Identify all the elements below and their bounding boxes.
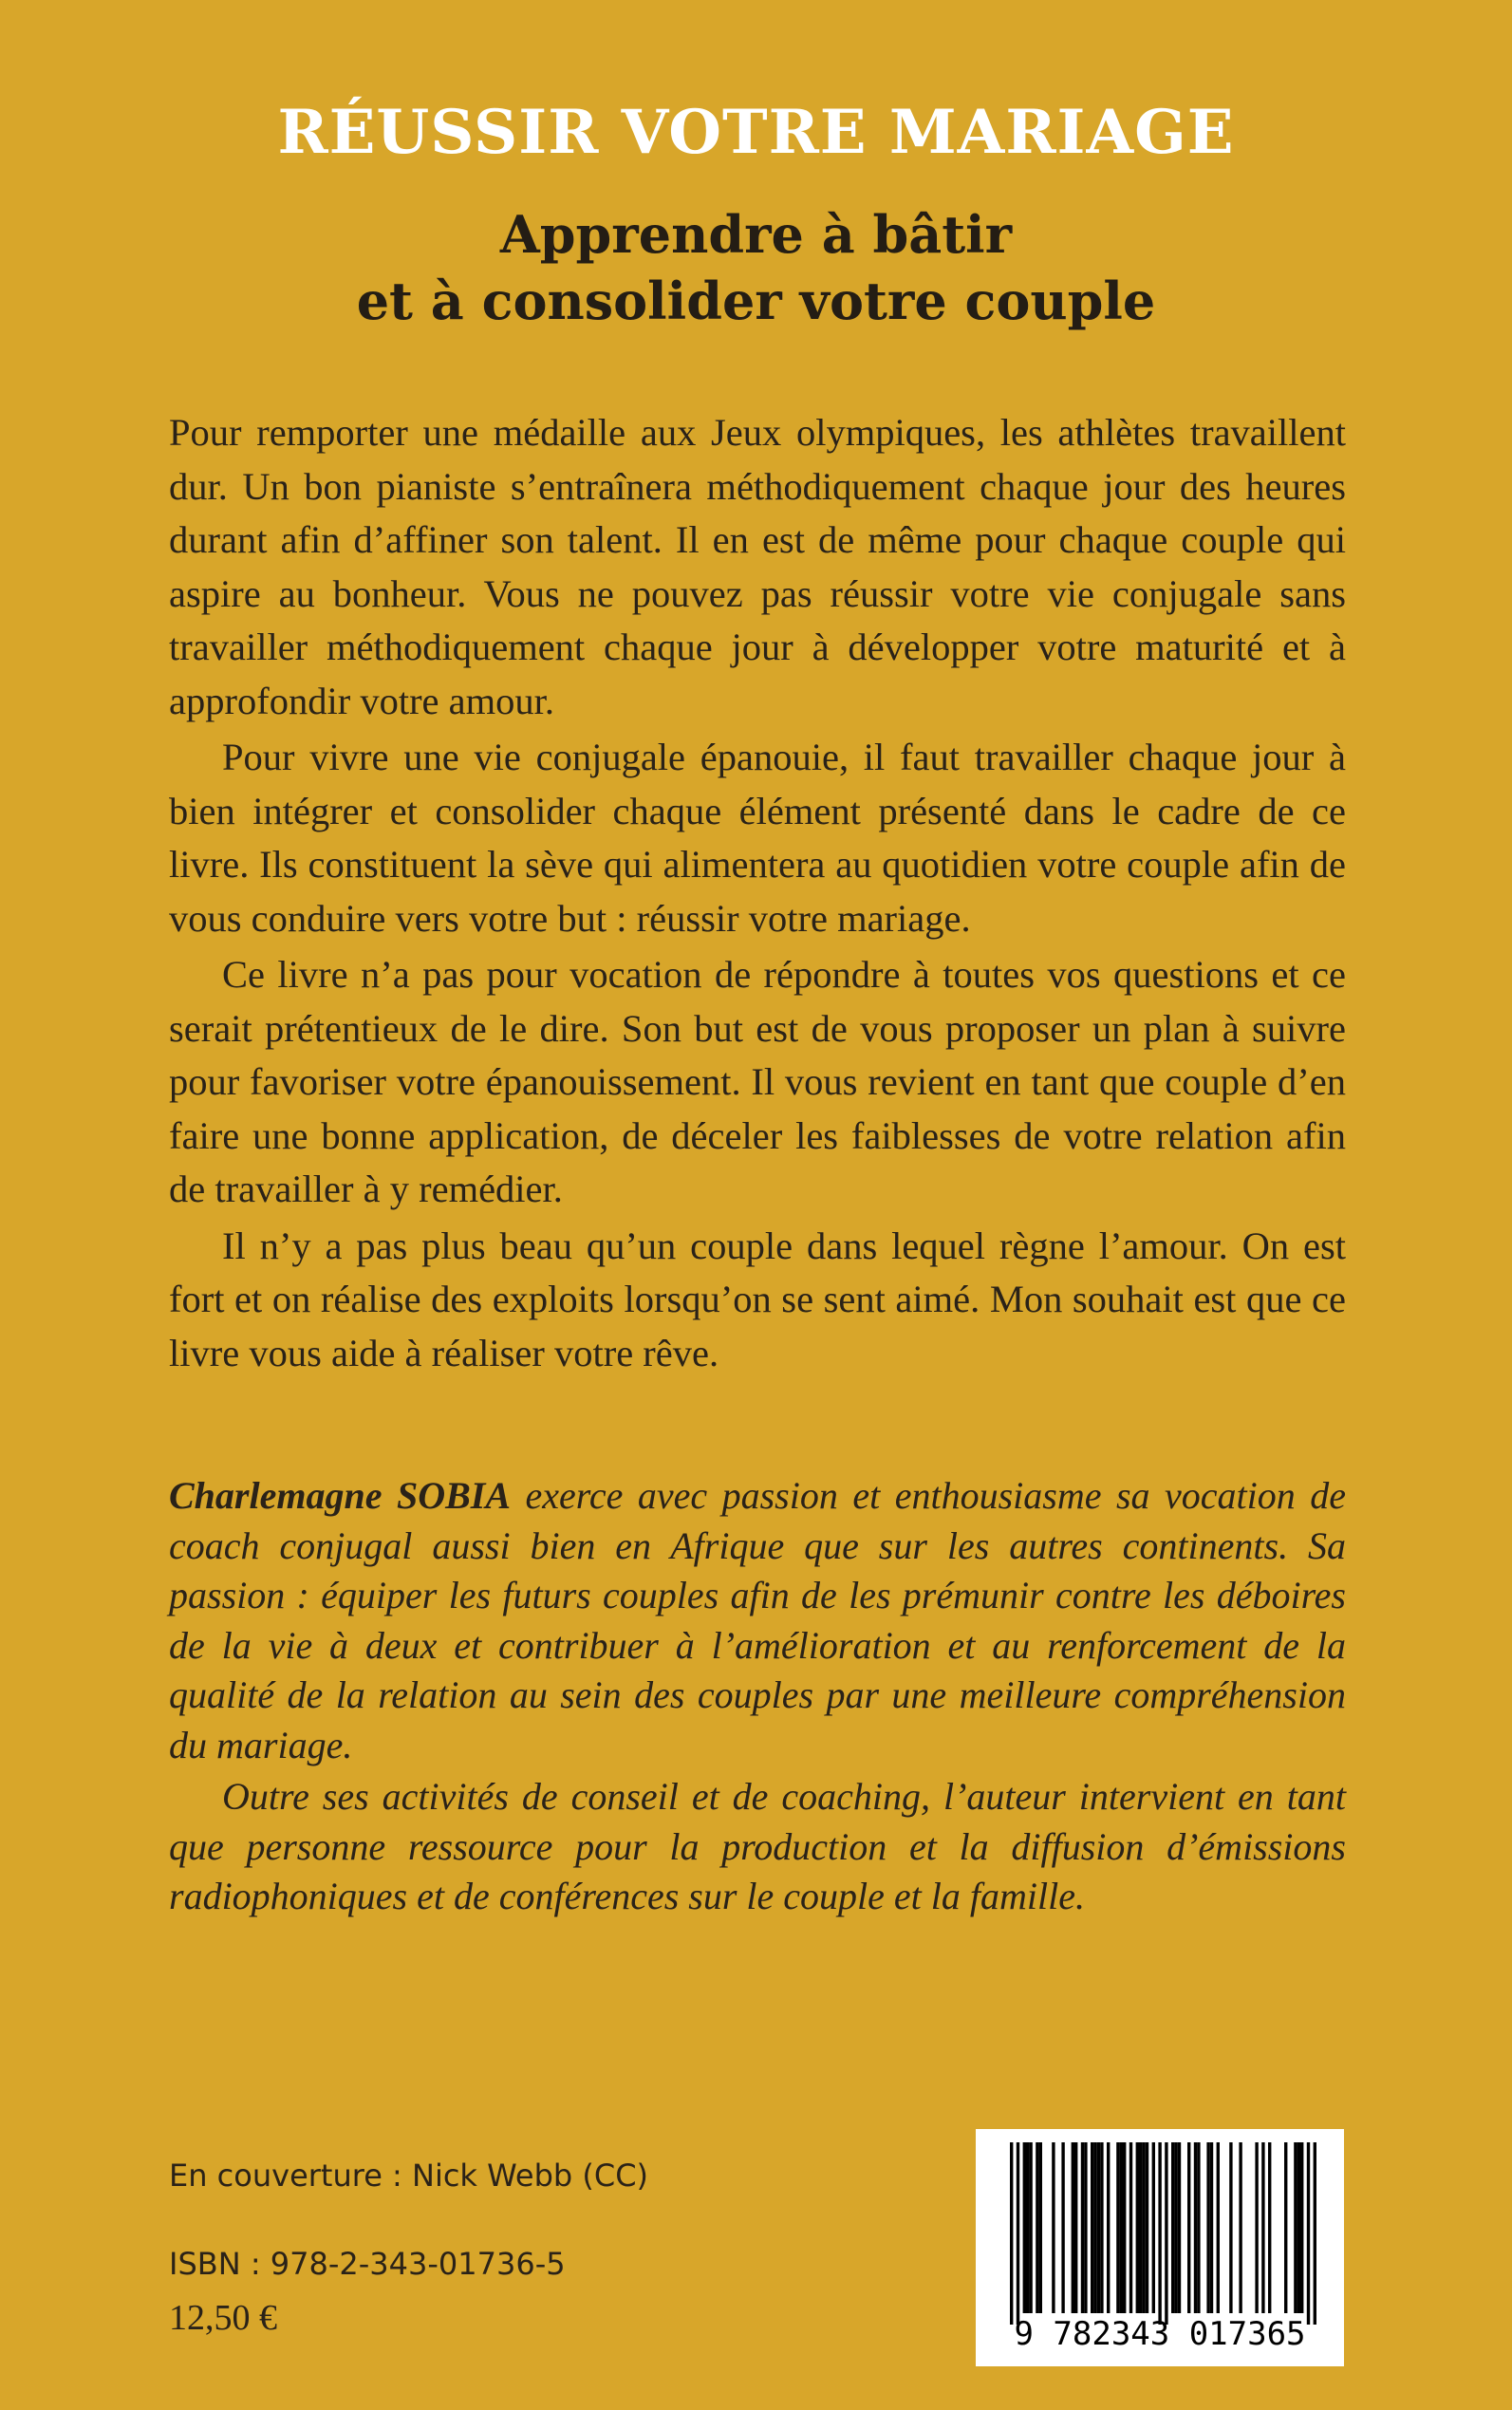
- barcode-bar: [1229, 2142, 1232, 2313]
- barcode-bar: [1158, 2142, 1161, 2325]
- barcode-bar: [1100, 2142, 1103, 2313]
- barcode-bar: [1036, 2142, 1038, 2313]
- barcode-bar: [1116, 2142, 1119, 2313]
- barcode-bar: [1268, 2142, 1271, 2313]
- barcode-bar: [1197, 2142, 1200, 2313]
- barcode-bar: [1165, 2142, 1167, 2325]
- barcode-bar: [1217, 2142, 1220, 2313]
- barcode-bar: [1174, 2142, 1177, 2313]
- barcode-bar: [1178, 2142, 1181, 2313]
- barcode-bar: [1010, 2142, 1013, 2325]
- barcode-digits: 9 782343 017365: [1014, 2315, 1306, 2353]
- barcode-bar: [1061, 2142, 1064, 2313]
- subtitle-line-2: et à consolider votre couple: [356, 271, 1156, 331]
- cover-credit: En couverture : Nick Webb (CC): [169, 2158, 649, 2194]
- book-title: RÉUSSIR VOTRE MARIAGE: [277, 97, 1235, 168]
- barcode-bar: [1072, 2142, 1074, 2313]
- barcode-bar: [1300, 2142, 1303, 2313]
- price: 12,50 €: [169, 2298, 277, 2338]
- barcode-bar: [1052, 2142, 1055, 2313]
- barcode-bar: [1194, 2142, 1197, 2313]
- barcode-bar: [1093, 2142, 1096, 2313]
- barcode-bar: [1091, 2142, 1093, 2313]
- barcode-bar: [1107, 2142, 1110, 2313]
- barcode-bar: [1297, 2142, 1300, 2313]
- barcode-bar: [1081, 2142, 1084, 2313]
- barcode-bar: [1023, 2142, 1026, 2313]
- synopsis-paragraph: Il n’y a pas plus beau qu’un couple dans lequel règne l’amour. On est fort et on réalise des exploits lorsqu’on se sent aimé. Mon souhait est que ce livre vous aide à réaliser votre rêve.: [169, 1224, 1346, 1374]
- bio-paragraph: Outre ses activités de conseil et de coaching, l’auteur intervient en tant que personne ressource pour la production et la diffusion d’émissions radiophoniques et de conférences sur le couple et la famille.: [169, 1775, 1346, 1917]
- synopsis-paragraph: Pour vivre une vie conjugale épanouie, il faut travailler chaque jour à bien intégrer et consolider chaque élément présenté dans le cadre de ce livre. Ils constituent la sève qui alimentera au quotidien votre couple afin de vous conduire vers votre but : réussir votre mariage.: [169, 736, 1346, 940]
- barcode-bar: [1152, 2142, 1155, 2313]
- barcode-bar: [1017, 2142, 1019, 2325]
- barcode-bar: [1171, 2142, 1174, 2313]
- synopsis: [169, 406, 1346, 1383]
- barcode-bar: [1187, 2142, 1190, 2313]
- barcode-bar: [1084, 2142, 1087, 2313]
- barcode-bar: [1139, 2142, 1142, 2313]
- barcode-bar: [1206, 2142, 1209, 2313]
- barcode-bar: [1026, 2142, 1029, 2313]
- isbn: ISBN : 978-2-343-01736-5: [169, 2246, 566, 2282]
- barcode-bar: [1255, 2142, 1258, 2313]
- barcode-bar: [1142, 2142, 1145, 2313]
- barcode-bar: [1294, 2142, 1297, 2313]
- barcode-bar: [1314, 2142, 1316, 2325]
- synopsis-paragraph: Pour remporter une médaille aux Jeux olympiques, les athlètes travaillent dur. Un bon pianiste s’entraînera méthodiquement chaque jour des heures durant afin d’affiner son talent. Il en est de même pour chaque couple qui aspire au bonheur. Vous ne pouvez pas réussir votre vie conjugale sans travailler méthodiquement chaque jour à développer votre maturité et à approfondir votre amour.: [169, 411, 1346, 722]
- barcode-bar: [1039, 2142, 1042, 2313]
- subtitle-line-1: Apprendre à bâtir: [499, 204, 1013, 265]
- book-subtitle: [0, 201, 1512, 334]
- synopsis-paragraph: Ce livre n’a pas pour vocation de répondre à toutes vos questions et ce serait prétentieux de le dire. Son but est de vous proposer un plan à suivre pour favoriser votre épanouissement. Il vous revient en tant que couple d’en faire une bonne application, de déceler les faiblesses de votre relation afin de travailler à y remédier.: [169, 953, 1346, 1210]
- barcode-bar: [1129, 2142, 1132, 2313]
- bio-paragraph: [169, 1471, 1346, 1770]
- barcode-bar: [1146, 2142, 1148, 2313]
- barcode-bar: [1307, 2142, 1310, 2325]
- barcode-bar: [1210, 2142, 1213, 2313]
- barcode-bar: [1239, 2142, 1241, 2313]
- barcode-bar: [1284, 2142, 1287, 2313]
- author-bio: [169, 1471, 1346, 1922]
- barcode-bar: [1136, 2142, 1139, 2313]
- barcode-bar: [1097, 2142, 1100, 2313]
- barcode-bar: [1029, 2142, 1032, 2313]
- barcode-bar: [1123, 2142, 1126, 2313]
- barcode-bar: [1120, 2142, 1123, 2313]
- barcode-bar: [1261, 2142, 1264, 2313]
- barcode-bar: [1074, 2142, 1077, 2313]
- barcode: [976, 2129, 1344, 2366]
- bio-text: exerce avec passion et enthousiasme sa vocation de coach conjugal aussi bien en Afrique que sur les autres continents. Sa passion : équiper les futurs couples afin de les prémunir contre les déboires de la vie à deux et contribuer à l’amélioration et au renforcement de la qualité de la relation au sein des couples par une meilleure compréhension du mariage.: [169, 1474, 1346, 1766]
- author-name: Charlemagne SOBIA: [169, 1474, 512, 1517]
